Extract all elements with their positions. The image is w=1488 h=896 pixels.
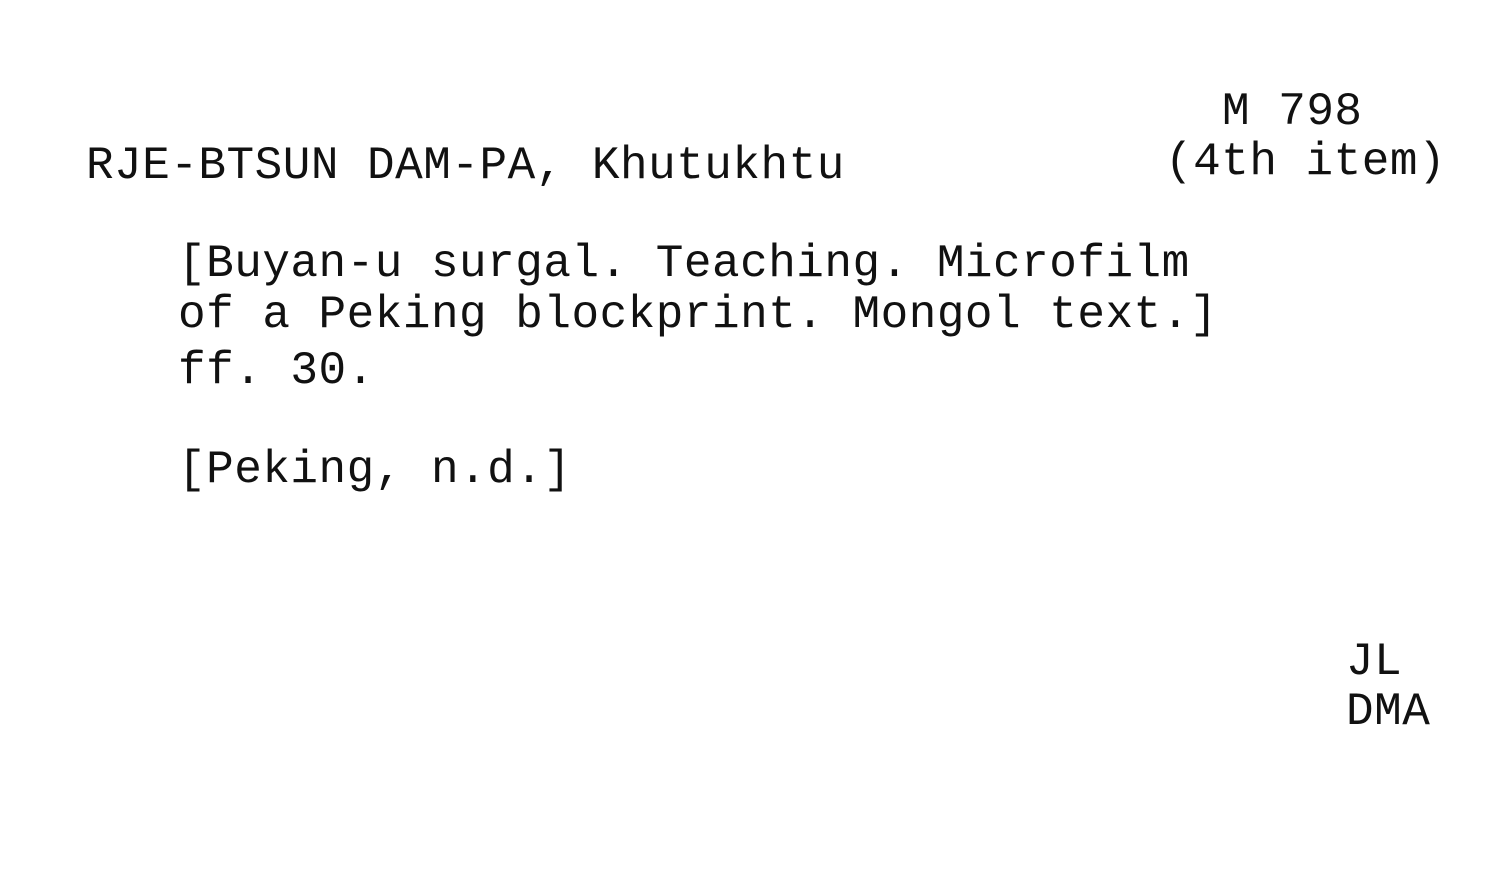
title-line: [Buyan-u surgal. Teaching. Microfilm	[178, 238, 1190, 290]
author-heading: RJE-BTSUN DAM-PA, Khutukhtu	[86, 140, 845, 192]
title-line: of a Peking blockprint. Mongol text.]	[178, 289, 1218, 341]
imprint: [Peking, n.d.]	[178, 444, 572, 496]
collation: ff. 30.	[178, 345, 375, 397]
cataloger-initials: DMA	[1346, 686, 1431, 738]
call-number: M 798	[1222, 86, 1363, 138]
cataloger-initials: JL	[1346, 636, 1403, 688]
call-number-item: (4th item)	[1165, 136, 1447, 188]
